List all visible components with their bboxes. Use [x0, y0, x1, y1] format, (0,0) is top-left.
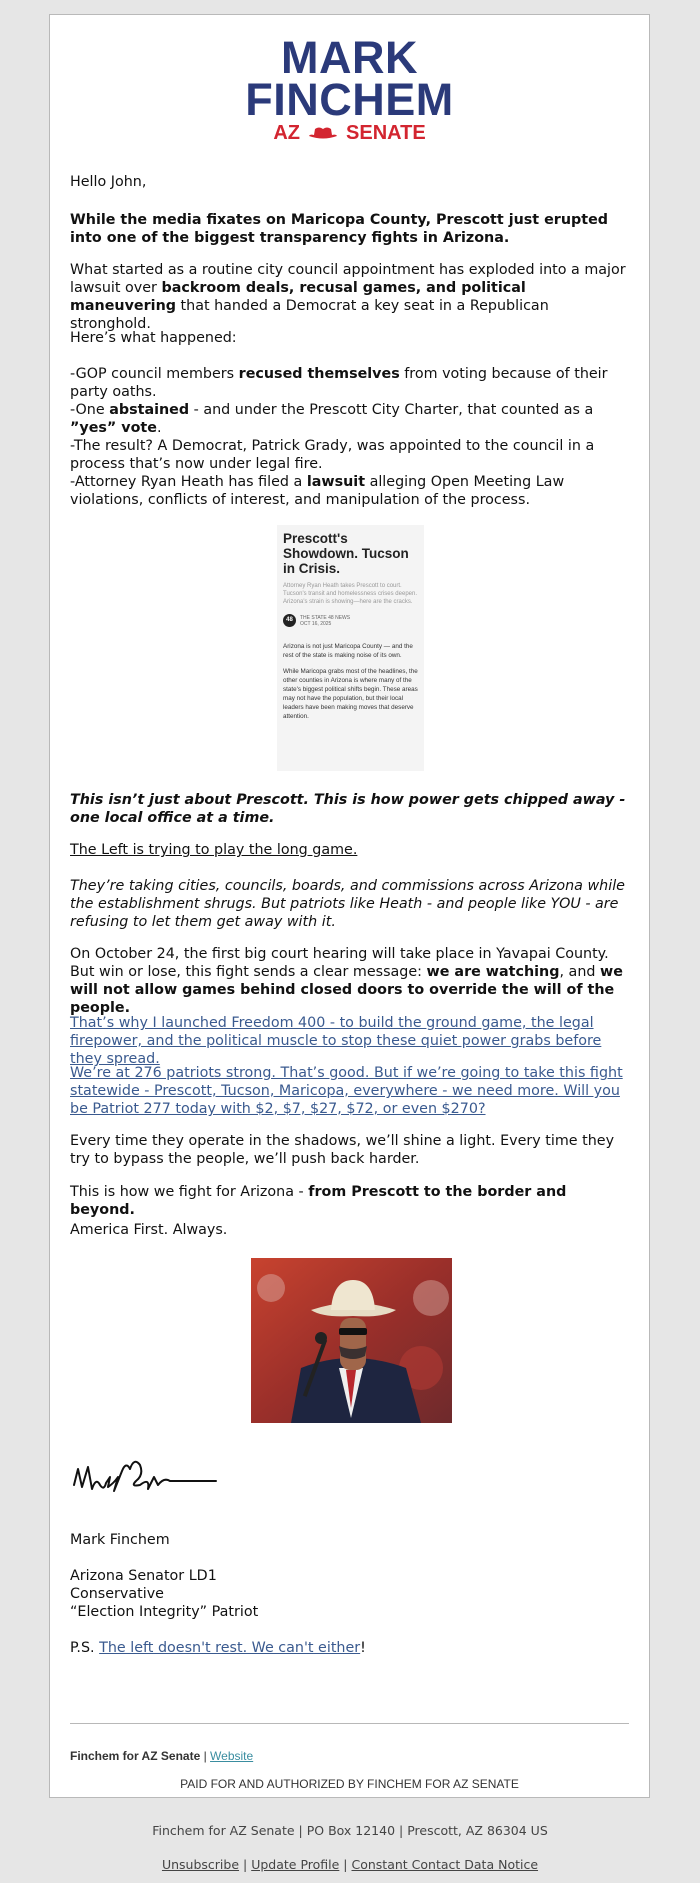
logo-tagline — [50, 121, 649, 145]
article-subtitle: Attorney Ryan Heath takes Prescott to court. Tucson's transit and homelessness crises deepen. Arizona's strain is showing—here are the cracks. — [283, 583, 417, 605]
article-body: Arizona is not just Maricopa County — and the rest of the state is making noise of its own. While Maricopa grabs most of the headlines, the other counties in Arizona is where many of the state's biggest political shifts begin. These areas may not have the population, but their local leaders have been making moves that deserve attention. — [283, 643, 418, 720]
email-card — [49, 14, 650, 1798]
update-profile-link[interactable]: Update Profile — [251, 1857, 340, 1872]
cowboy-hat-icon — [306, 125, 340, 141]
article-headline: Prescott's Showdown. Tucson in Crisis. — [283, 531, 409, 576]
postscript: P.S. The left doesn't rest. We can't either! — [70, 1640, 366, 1656]
website-link[interactable]: Website — [210, 1749, 254, 1763]
logo-senate: SENATE — [346, 122, 426, 144]
ps-link[interactable]: The left doesn't rest. We can't either — [99, 1640, 361, 1656]
signature — [70, 1447, 220, 1517]
bullet-list — [70, 365, 626, 509]
article-source-row — [277, 606, 424, 627]
article-image[interactable] — [277, 525, 424, 771]
paid-for-notice: PAID FOR AND AUTHORIZED BY FINCHEM FOR AZ SENATE — [180, 1777, 519, 1791]
bullet-lawsuit: -Attorney Ryan Heath has filed a lawsuit alleging Open Meeting Law violations, conflicts of interest, and manipulation of the process. — [70, 474, 565, 508]
unsubscribe-link[interactable]: Unsubscribe — [161, 1857, 240, 1872]
long-game: The Left is trying to play the long game. — [70, 842, 358, 858]
bullet-recused: -GOP council members recused themselves from voting because of their party oaths. — [70, 366, 608, 400]
article-source: THE STATE 48 NEWS — [300, 614, 351, 621]
freedom-400-link[interactable]: That’s why I launched Freedom 400 - to build the ground game, the legal firepower, and the political muscle to stop these quiet power grabs before they spread. — [70, 1015, 602, 1067]
freedom-400-link-block — [70, 1014, 626, 1068]
logo-az: AZ — [273, 122, 301, 144]
data-notice-link[interactable]: Constant Contact Data Notice — [351, 1857, 539, 1872]
america-first: America First. Always. — [70, 1222, 228, 1238]
campaign-logo[interactable] — [50, 32, 649, 145]
what-happened: Here’s what happened: — [70, 330, 237, 346]
emphasis-paragraph: This isn’t just about Prescott. This is how power gets chipped away - one local office at a time. — [70, 792, 626, 826]
fight-paragraph: This is how we fight for Arizona - from Prescott to the border and beyond. — [70, 1184, 567, 1218]
signer-name: Mark Finchem — [70, 1532, 170, 1548]
email-footer-links: Unsubscribe | Update Profile | Constant Contact Data Notice — [161, 1857, 539, 1872]
signer-titles: Arizona Senator LD1 Conservative “Election Integrity” Patriot — [70, 1568, 259, 1620]
candidate-photo — [251, 1258, 452, 1423]
october-paragraph: On October 24, the first big court hearing will take place in Yavapai County. But win or lose, this fight sends a clear message: we are watching, and we will not allow games behind closed doors to override the will of the people. — [70, 946, 623, 1016]
logo-line-mark: MARK — [281, 32, 418, 83]
greeting: Hello John, — [70, 174, 147, 190]
donate-link[interactable]: We’re at 276 patriots strong. That’s good. But if we’re going to take this fight statewide - Prescott, Tucson, Maricopa, everywhere - we need more. Will you be Patriot 277 today with $2, $7, $27, $72, or even $270? — [70, 1065, 623, 1117]
source-badge: 48 — [283, 614, 296, 627]
mailing-address: Finchem for AZ Senate | PO Box 12140 | Prescott, AZ 86304 US — [152, 1823, 548, 1838]
footer-divider — [70, 1723, 629, 1724]
bullet-abstained: -One abstained - and under the Prescott City Charter, that counted as a ”yes” vote. — [70, 402, 594, 436]
headline: While the media fixates on Maricopa County, Prescott just erupted into one of the biggest transparency fights in Arizona. — [70, 212, 609, 246]
shadows-paragraph: Every time they operate in the shadows, we’ll shine a light. Every time they try to bypass the people, we’ll push back harder. — [70, 1133, 615, 1167]
article-date: OCT 16, 2025 — [300, 620, 332, 627]
intro-paragraph: What started as a routine city council appointment has exploded into a major lawsuit over backroom deals, recusal games, and political maneuvering that handed a Democrat a key seat in a Republican stronghold. — [70, 262, 626, 332]
footer-org: Finchem for AZ Senate | Website — [70, 1749, 254, 1763]
bullet-result: -The result? A Democrat, Patrick Grady, was appointed to the council in a process that’s now under legal fire. — [70, 438, 595, 472]
italic-paragraph: They’re taking cities, councils, boards, and commissions across Arizona while the establishment shrugs. But patriots like Heath - and people like YOU - are refusing to let them get away with it. — [70, 878, 625, 930]
logo-line-finchem: FINCHEM — [245, 74, 454, 125]
patriot-link-block — [70, 1064, 626, 1118]
